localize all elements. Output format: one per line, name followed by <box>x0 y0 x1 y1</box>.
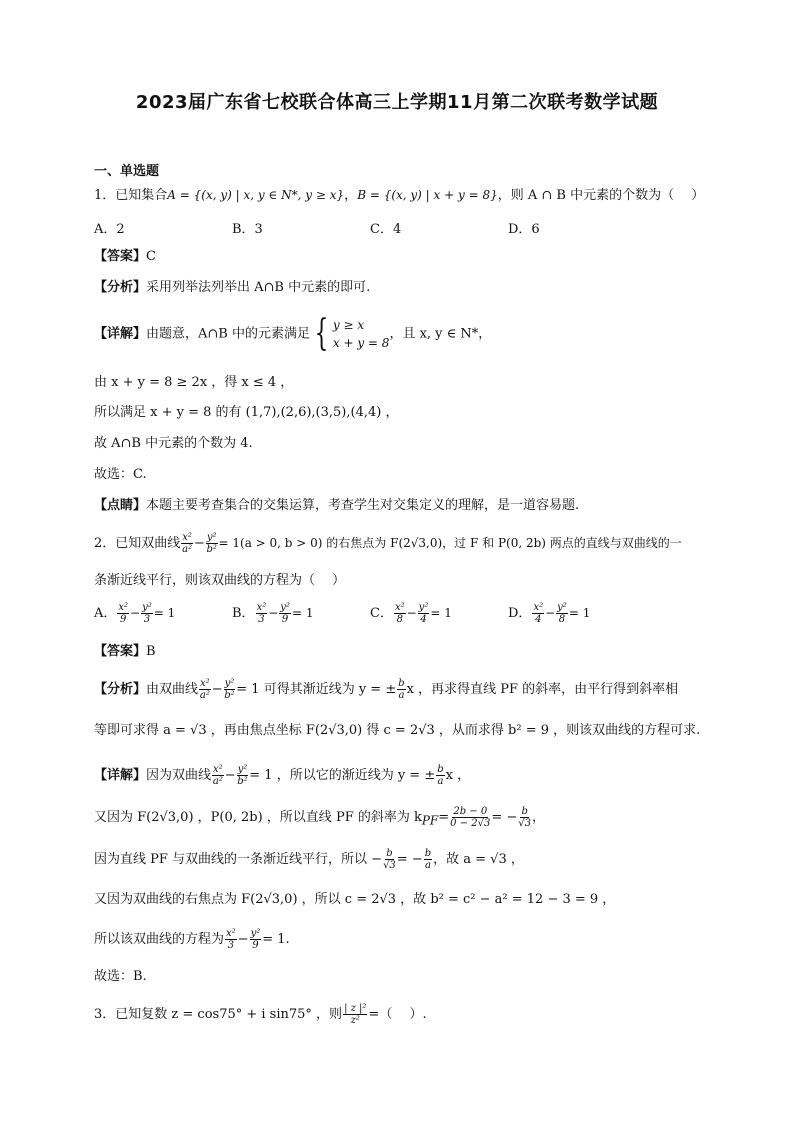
fraction: $\frac{\text{x²}}{\text{a²}}$ <box>212 764 223 787</box>
q2-stem-line1: 2．已知双曲线 $\frac{\text{x²}}{\text{a²}}$ − $\frac{\text{y²}}{\text{b²}}$ = 1(a > 0, b > 0) 的右焦点为 F(2√3,0)，过 F 和 P(0, 2b) 两点的直线与双曲线的一 <box>94 532 682 555</box>
fraction: $\frac{\text{| z |²}}{\text{z²}}$ <box>344 1003 367 1026</box>
section-heading: 一、单选题 <box>94 164 160 179</box>
q1-option-d[interactable]: D．6 <box>508 222 540 237</box>
q2-analysis-line2: 等即可求得 a = √3 ，再由焦点坐标 F(2√3,0) 得 c = 2√3 ，从而求得 b² = 9 ，则该双曲线的方程可求. <box>94 723 701 738</box>
q3-stem: 3．已知复数 z = cos75° + i sin75° ，则 $\frac{\text{| z |²}}{\text{z²}}$ =（ ）. <box>94 1003 427 1026</box>
q2-option-b[interactable]: B． $\frac{\text{x²}}{3}$ − $\frac{\text{y²}}{9}$ = 1 <box>232 602 314 625</box>
fraction: $\frac{\text{y²}}{\text{b²}}$ <box>237 764 248 787</box>
fraction: $\frac{\text{x²}}{8}$ <box>394 602 405 625</box>
brace-icon: { <box>314 313 329 354</box>
q2-option-d[interactable]: D． $\frac{\text{x²}}{4}$ − $\frac{\text{y²}}{8}$ = 1 <box>508 602 591 625</box>
fraction: $\frac{\text{y²}}{\text{b²}}$ <box>206 532 217 555</box>
q2-detail-line2: 又因为 F(2√3,0) ，P(0, 2b) ，所以直线 PF 的斜率为 $k_{PF}=$ $\frac{2b - 0}{0 - 2√3}$ = − $\frac{b}{√3}$ ， <box>94 806 546 829</box>
q1-comment: 【点睛】本题主要考查集合的交集运算，考查学生对交集定义的理解，是一道容易题. <box>94 498 580 513</box>
q2-stem-line2: 条渐近线平行，则该双曲线的方程为（ ） <box>94 573 346 588</box>
q1-step-4: 故选：C. <box>94 467 147 482</box>
q2-option-c[interactable]: C． $\frac{\text{x²}}{8}$ − $\frac{\text{y²}}{4}$ = 1 <box>370 602 452 625</box>
q1-stem: 1．已知集合A = {(x, y) | x, y ∈ N*, y ≥ x}，B = {(x, y) | x + y = 8}，则 A ∩ B 中元素的个数为（ ） <box>94 188 705 203</box>
q1-option-b[interactable]: B．3 <box>232 222 263 237</box>
fraction: $\frac{\text{y²}}{8}$ <box>557 602 567 625</box>
fraction: $\frac{\text{y²}}{3}$ <box>142 602 152 625</box>
q2-detail-line3: 因为直线 PF 与双曲线的一条渐近线平行，所以 − $\frac{b}{√3}$ = − $\frac{b}{a}$ ，故 a = √3 ， <box>94 848 524 871</box>
q2-detail-line6: 故选：B. <box>94 969 147 984</box>
q1-equation-system: y ≥ x x + y = 8 <box>332 318 390 350</box>
q2-analysis-line1: 【分析】由双曲线 $\frac{\text{x²}}{\text{a²}}$ − $\frac{\text{y²}}{\text{b²}}$ = 1 可得其渐近线为 y = ± $\frac{b}{a}$ x ，再求得直线 PF 的斜率，由平行得到斜率相 <box>94 678 679 701</box>
fraction: $\frac{\text{y²}}{9}$ <box>250 928 261 951</box>
fraction: $\frac{b}{√3}$ <box>383 848 396 871</box>
q1-analysis: 【分析】采用列举法列举出 A∩B 中元素的即可. <box>94 280 371 295</box>
fraction: $\frac{b}{√3}$ <box>518 806 532 829</box>
fraction: $\frac{b}{a}$ <box>437 764 444 787</box>
q1-detail: 【详解】由题意，A∩B 中的元素满足 { y ≥ x x + y = 8 ，且 x, y ∈ N*， <box>94 313 492 354</box>
q1-step-2: 所以满足 x + y = 8 的有 (1,7),(2,6),(3,5),(4,4) ， <box>94 405 399 420</box>
q1-answer: 【答案】C <box>94 249 156 264</box>
fraction: $\frac{\text{x²}}{4}$ <box>533 602 544 625</box>
q1-options <box>94 218 714 237</box>
q2-answer: 【答案】B <box>94 644 156 659</box>
fraction: $\frac{\text{x²}}{9}$ <box>118 602 129 625</box>
q1-option-a[interactable]: A．2 <box>94 222 125 237</box>
fraction: $\frac{2b - 0}{0 - 2√3}$ <box>450 806 491 829</box>
q2-detail-line4: 又因为双曲线的右焦点为 F(2√3,0) ，所以 c = 2√3 ，故 b² = c² − a² = 12 − 3 = 9 ， <box>94 892 616 907</box>
q2-detail-line1: 【详解】因为双曲线 $\frac{\text{x²}}{\text{a²}}$ − $\frac{\text{y²}}{\text{b²}}$ = 1 ，所以它的渐近线为 y = ± $\frac{b}{a}$ x ， <box>94 764 471 787</box>
fraction: $\frac{\text{y²}}{4}$ <box>418 602 429 625</box>
fraction: $\frac{\text{x²}}{\text{a²}}$ <box>199 678 210 701</box>
fraction: $\frac{\text{x²}}{3}$ <box>256 602 267 625</box>
fraction: $\frac{\text{y²}}{\text{b²}}$ <box>224 678 235 701</box>
fraction: $\frac{b}{a}$ <box>398 678 405 701</box>
q1-step-1: 由 x + y = 8 ≥ 2x ，得 x ≤ 4 ， <box>94 375 294 390</box>
q2-option-a[interactable]: A． $\frac{\text{x²}}{9}$ − $\frac{\text{y²}}{3}$ = 1 <box>94 602 176 625</box>
fraction: $\frac{\text{x²}}{\text{a²}}$ <box>182 532 193 555</box>
page-title: 2023届广东省七校联合体高三上学期11月第二次联考数学试题 <box>135 92 659 113</box>
fraction: $\frac{\text{y²}}{9}$ <box>280 602 290 625</box>
q2-options <box>94 602 714 625</box>
fraction: $\frac{b}{a}$ <box>424 848 432 871</box>
q2-detail-line5: 所以该双曲线的方程为 $\frac{\text{x²}}{3}$ − $\frac{\text{y²}}{9}$ = 1. <box>94 928 290 951</box>
q1-step-3: 故 A∩B 中元素的个数为 4. <box>94 436 253 451</box>
fraction: $\frac{\text{x²}}{3}$ <box>226 928 236 951</box>
q1-option-c[interactable]: C．4 <box>370 222 402 237</box>
